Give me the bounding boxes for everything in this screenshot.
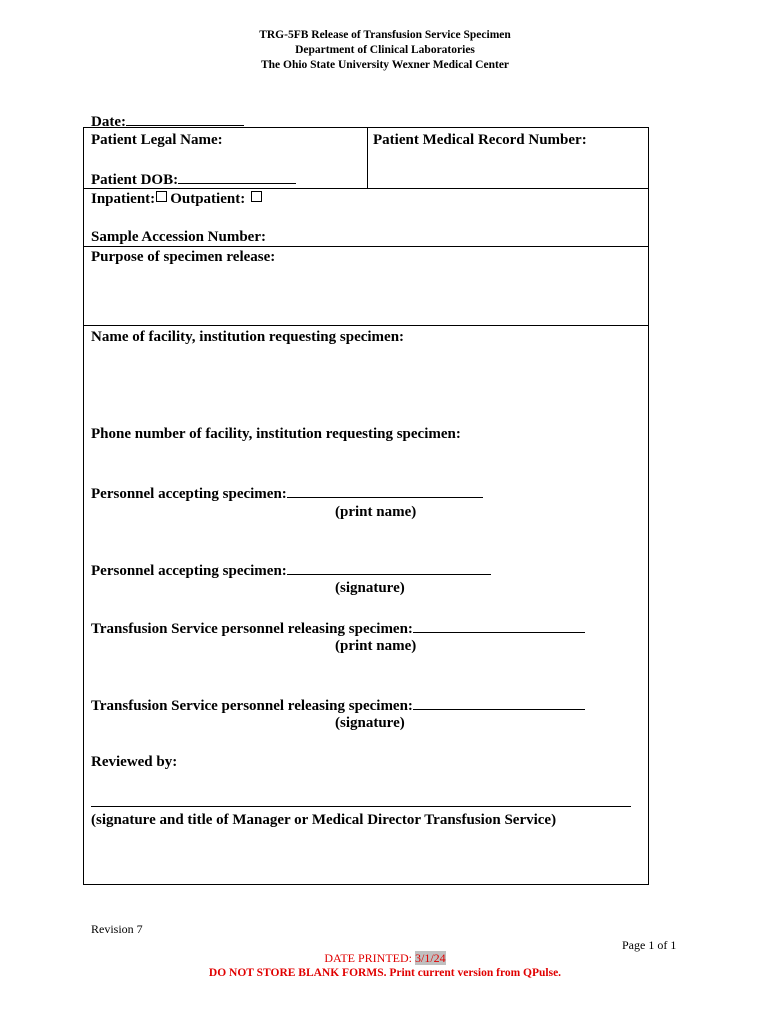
revision-number: Revision 7 bbox=[91, 922, 143, 936]
reviewed-by-signature-line[interactable] bbox=[91, 806, 631, 807]
patient-mrn-label: Patient Medical Record Number: bbox=[373, 132, 587, 148]
personnel-accepting-print-blank[interactable] bbox=[287, 483, 483, 498]
signature-caption-2: (signature) bbox=[335, 715, 405, 731]
patient-dob-field[interactable] bbox=[91, 169, 296, 189]
ts-releasing-signature-label: Transfusion Service personnel releasing specimen: bbox=[91, 698, 413, 714]
ts-releasing-signature-field[interactable] bbox=[91, 695, 585, 715]
print-name-caption-1: (print name) bbox=[335, 504, 417, 520]
print-name-caption-2: (print name) bbox=[335, 638, 417, 654]
personnel-accepting-signature-field[interactable] bbox=[91, 560, 491, 580]
patient-dob-blank[interactable] bbox=[178, 169, 296, 184]
sample-accession-label: Sample Accession Number: bbox=[91, 229, 266, 245]
reviewed-by-label: Reviewed by: bbox=[91, 754, 178, 770]
signature-caption-1: (signature) bbox=[335, 580, 405, 596]
date-printed bbox=[0, 951, 770, 966]
ts-releasing-print-field[interactable] bbox=[91, 618, 585, 638]
storage-warning: DO NOT STORE BLANK FORMS. Print current version from QPulse. bbox=[208, 967, 562, 979]
row-divider-2 bbox=[84, 246, 648, 247]
inpatient-label: Inpatient: bbox=[91, 191, 156, 207]
department-name: Department of Clinical Laboratories bbox=[295, 44, 475, 56]
facility-name-label: Name of facility, institution requesting specimen: bbox=[91, 329, 405, 345]
date-label: Date: bbox=[91, 114, 126, 130]
ts-releasing-print-label: Transfusion Service personnel releasing specimen: bbox=[91, 621, 413, 637]
personnel-accepting-signature-blank[interactable] bbox=[287, 560, 491, 575]
page-number: Page 1 of 1 bbox=[622, 938, 677, 952]
column-divider bbox=[367, 128, 368, 188]
outpatient-checkbox[interactable] bbox=[251, 191, 262, 202]
personnel-accepting-signature-label: Personnel accepting specimen: bbox=[91, 563, 287, 579]
patient-dob-label: Patient DOB: bbox=[91, 172, 179, 188]
ts-releasing-print-blank[interactable] bbox=[413, 618, 585, 633]
outpatient-label: Outpatient: bbox=[170, 191, 246, 207]
purpose-label: Purpose of specimen release: bbox=[91, 249, 276, 265]
personnel-accepting-print-field[interactable] bbox=[91, 483, 483, 503]
date-blank[interactable] bbox=[126, 111, 244, 126]
document-header bbox=[0, 28, 770, 73]
date-printed-label: DATE PRINTED: bbox=[324, 951, 415, 965]
form-title: TRG-5FB Release of Transfusion Service Specimen bbox=[259, 29, 511, 41]
ts-releasing-signature-blank[interactable] bbox=[413, 695, 585, 710]
inpatient-checkbox[interactable] bbox=[156, 191, 167, 202]
patient-legal-name-label: Patient Legal Name: bbox=[91, 132, 223, 148]
personnel-accepting-print-label: Personnel accepting specimen: bbox=[91, 486, 287, 502]
facility-phone-label: Phone number of facility, institution requesting specimen: bbox=[91, 426, 461, 442]
row-divider-3 bbox=[84, 325, 648, 326]
patient-type-row bbox=[91, 190, 265, 208]
institution-name: The Ohio State University Wexner Medical Center bbox=[260, 59, 510, 71]
date-printed-value: 3/1/24 bbox=[415, 951, 446, 965]
reviewed-by-caption: (signature and title of Manager or Medical Director Transfusion Service) bbox=[91, 812, 557, 828]
release-form bbox=[83, 127, 649, 885]
